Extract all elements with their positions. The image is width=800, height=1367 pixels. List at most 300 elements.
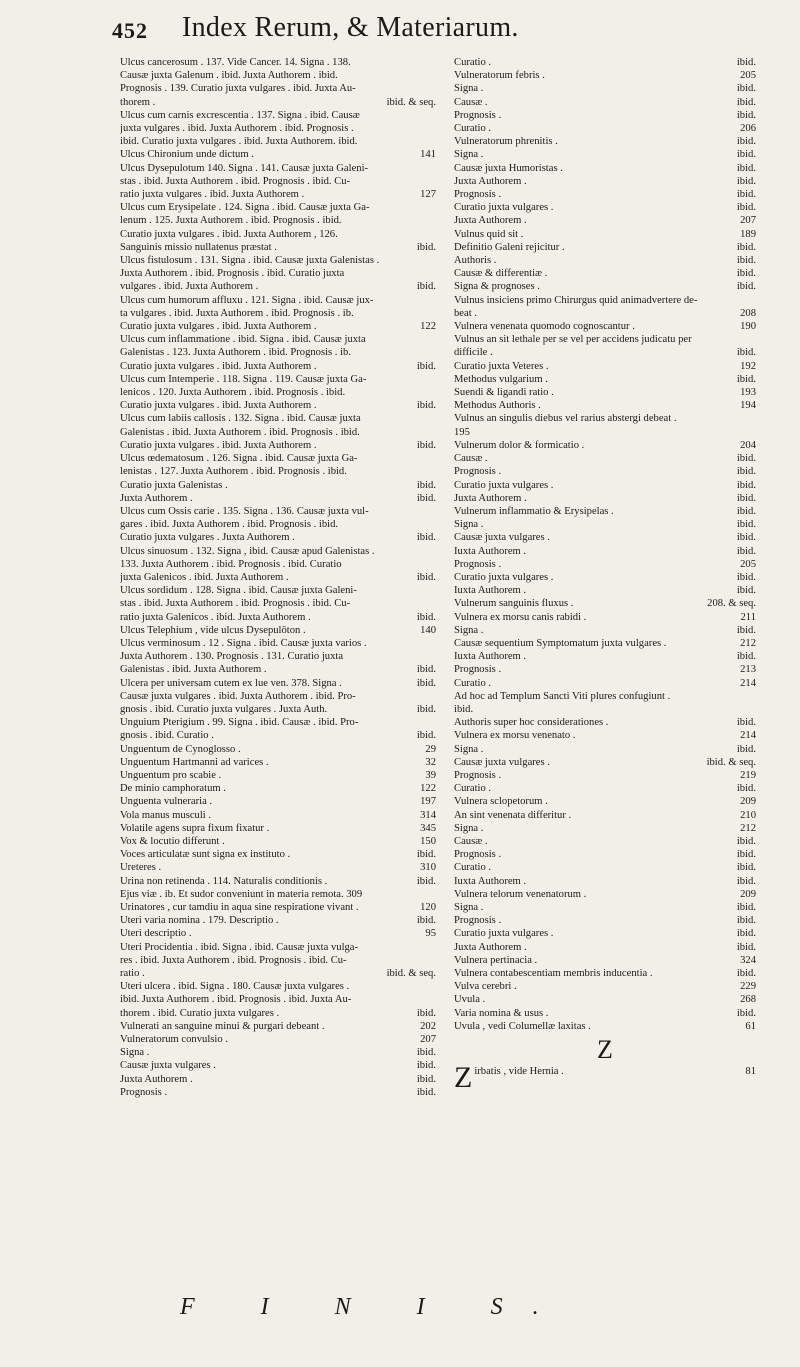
index-entry <box>120 1073 436 1086</box>
index-entry <box>454 901 756 914</box>
entry-page: 81 <box>745 1066 756 1078</box>
index-entry <box>454 584 756 597</box>
index-entry <box>120 439 436 452</box>
index-entry <box>454 993 756 1006</box>
index-entry <box>454 545 756 558</box>
index-entry <box>454 465 756 478</box>
entry-text: Volatile agens supra fixum fixatur . <box>120 822 270 834</box>
index-entry <box>454 954 756 967</box>
entry-page: ibid. <box>736 862 756 874</box>
entry-text: Ulcus œdematosum . 126. Signa . ibid. Causæ juxta Ga- <box>120 453 358 465</box>
right-index-entries <box>454 56 756 1033</box>
entry-page: 210 <box>740 809 756 821</box>
entry-text: Vulnera pertinacia . <box>454 954 538 966</box>
entry-page: 189 <box>740 228 756 240</box>
entry-text: Vulnus an sit lethale per se vel per accidens judicatu per <box>454 334 692 346</box>
entry-text: Urina non retinenda . 114. Naturalis conditionis . <box>120 875 328 887</box>
index-entry <box>120 795 436 808</box>
index-entry <box>454 96 756 109</box>
entry-text: Curatio . <box>454 783 492 795</box>
entry-text: Curatio juxta Galenistas . <box>120 479 228 491</box>
index-entry <box>120 875 436 888</box>
index-entry <box>454 888 756 901</box>
entry-text: Causæ . <box>454 453 488 465</box>
entry-text: Methodus vulgarium . <box>454 373 548 385</box>
entry-text: Signa . <box>454 743 484 755</box>
entry-text: Juxta Authorem . <box>120 1073 193 1085</box>
entry-text: Ulcus cancerosum . 137. Vide Cancer. 14. Signa . 138. <box>120 57 351 68</box>
entry-page: ibid. <box>416 875 436 887</box>
entry-text: Vulnerati an sanguine minui & purgari debeant . <box>120 1020 325 1032</box>
index-entry <box>120 690 436 703</box>
entry-text: Prognosis . <box>454 769 502 781</box>
entry-text: De minio camphoratum . <box>120 783 226 795</box>
index-entry <box>120 175 436 188</box>
entry-page: ibid. <box>736 479 756 491</box>
index-entry <box>454 228 756 241</box>
entry-page: ibid. <box>416 532 436 544</box>
entry-text: Juxta Authorem . <box>454 215 527 227</box>
entry-text: Unguentum de Cynoglosso . <box>120 743 241 755</box>
entry-text: Prognosis . <box>454 664 502 676</box>
entry-text: Causæ & differentiæ . <box>454 268 548 280</box>
entry-page: ibid. <box>416 492 436 504</box>
entry-page: 211 <box>740 611 756 623</box>
entry-text: Iuxta Authorem . <box>454 585 527 597</box>
entry-text: Curatio . <box>454 57 492 68</box>
index-entry <box>454 360 756 373</box>
entry-page: 214 <box>740 677 756 689</box>
entry-text: Ulcus cum carnis excrescentia . 137. Signa . ibid. Causæ <box>120 109 360 121</box>
entry-text: Ulcus Telephium , vide ulcus Dysepulōton . <box>120 624 306 636</box>
entry-page: 229 <box>740 981 756 993</box>
entry-page: ibid. <box>736 571 756 583</box>
entry-page: ibid. <box>416 360 436 372</box>
entry-page: ibid. <box>736 109 756 121</box>
entry-text: 195 <box>454 426 470 438</box>
index-entry <box>120 597 436 610</box>
index-entry <box>454 809 756 822</box>
index-entry <box>454 597 756 610</box>
index-entry <box>454 69 756 82</box>
index-entry <box>454 914 756 927</box>
index-entry <box>454 980 756 993</box>
entry-text: Varia nomina & usus . <box>454 1007 549 1019</box>
entry-page: ibid. <box>736 162 756 174</box>
entry-text: Vulneratorum febris . <box>454 70 545 82</box>
index-entry <box>454 822 756 835</box>
index-entry <box>120 993 436 1006</box>
entry-text: ta vulgares . ibid. Juxta Authorem . ibid. Prognosis . ib. <box>120 307 354 319</box>
index-entry <box>454 505 756 518</box>
entry-text: Uteri varia nomina . 179. Descriptio . <box>120 915 279 927</box>
index-entry <box>120 307 436 320</box>
entry-text: Curatio juxta vulgares . ibid. Juxta Authorem . <box>120 400 317 412</box>
index-entry <box>120 162 436 175</box>
index-entry <box>454 835 756 848</box>
index-entry <box>120 637 436 650</box>
page-header <box>112 12 672 52</box>
entry-text: Causæ juxta vulgares . <box>120 1060 216 1072</box>
index-entry <box>120 756 436 769</box>
index-entry <box>120 465 436 478</box>
index-entry <box>454 333 756 346</box>
entry-text: Vulneratorum convulsio . <box>120 1034 228 1046</box>
index-entry <box>120 980 436 993</box>
index-entry <box>120 426 436 439</box>
page-number: 452 <box>112 18 148 43</box>
entry-text: Prognosis . 139. Curatio juxta vulgares . ibid. Juxta Au- <box>120 83 356 95</box>
index-entry <box>120 1007 436 1020</box>
entry-text: ratio juxta Galenicos . ibid. Juxta Authorem . <box>120 611 311 623</box>
index-entry <box>120 294 436 307</box>
entry-page: 120 <box>420 902 436 913</box>
entry-page: ibid. <box>416 571 436 583</box>
entry-page: 205 <box>740 558 756 570</box>
entry-text: Causæ juxta vulgares . ibid. Juxta Authorem . ibid. Pro- <box>120 690 356 702</box>
entry-page: 122 <box>420 783 436 795</box>
entry-page: ibid. <box>736 175 756 187</box>
entry-page: ibid. <box>736 189 756 201</box>
entry-text: Curatio juxta vulgares . <box>454 928 554 940</box>
entry-text: Suendi & ligandi ratio . <box>454 387 554 399</box>
index-entry <box>120 214 436 227</box>
index-entry <box>454 677 756 690</box>
entry-text: Ulcus verminosum . 12 . Signa . ibid. Causæ juxta varios . <box>120 637 367 649</box>
index-entry <box>120 373 436 386</box>
entry-text: Causæ . <box>454 835 488 847</box>
entry-page: ibid. <box>736 83 756 95</box>
index-entry <box>120 82 436 95</box>
index-entry <box>120 743 436 756</box>
entry-text: Uteri descriptio . <box>120 928 192 940</box>
entry-page: 219 <box>740 769 756 781</box>
entry-text: Methodus Authoris . <box>454 400 541 412</box>
entry-text: juxta Galenicos . ibid. Juxta Authorem . <box>120 571 289 583</box>
index-entry <box>454 307 756 320</box>
index-entry <box>120 782 436 795</box>
entry-page: ibid. <box>736 545 756 557</box>
index-entry <box>120 809 436 822</box>
entry-text: Vulnerum dolor & formicatio . <box>454 439 585 451</box>
entry-page: 127 <box>420 189 436 201</box>
index-entry <box>454 175 756 188</box>
entry-page: 207 <box>420 1034 436 1046</box>
entry-page: 192 <box>740 360 756 372</box>
entry-page: ibid. <box>416 677 436 689</box>
entry-text: Signa . <box>454 519 484 531</box>
entry-text: Prognosis . <box>454 189 502 201</box>
entry-text: lenistas . 127. Juxta Authorem . ibid. Prognosis . ibid. <box>120 466 347 478</box>
entry-text: Definitio Galeni rejicitur . <box>454 241 565 253</box>
entry-text: Juxta Authorem . <box>454 492 527 504</box>
index-entry <box>454 399 756 412</box>
entry-text: Curatio juxta vulgares . ibid. Juxta Authorem . <box>120 439 317 451</box>
index-entry <box>120 729 436 742</box>
entry-text: Vulnera venenata quomodo cognoscantur . <box>454 321 635 333</box>
entry-text: Voces articulatæ sunt signa ex instituto . <box>120 849 291 861</box>
index-entry <box>120 1046 436 1059</box>
entry-page: ibid. <box>736 453 756 465</box>
entry-page: ibid. <box>416 915 436 927</box>
entry-text: Iuxta Authorem . <box>454 875 527 887</box>
index-entry <box>454 82 756 95</box>
entry-text: Ulcus cum labiis callosis . 132. Signa . ibid. Causæ juxta <box>120 413 361 425</box>
index-entry <box>120 624 436 637</box>
entry-page: ibid. <box>736 835 756 847</box>
index-entry <box>120 188 436 201</box>
index-entry <box>120 611 436 624</box>
entry-page: ibid. <box>736 1007 756 1019</box>
entry-page: ibid. & seq. <box>386 968 436 980</box>
entry-text: Curatio juxta vulgares . ibid. Juxta Authorem . <box>120 321 317 333</box>
entry-page: 314 <box>420 809 436 821</box>
entry-text: Unguentum pro scabie . <box>120 769 222 781</box>
entry-text: Ulcera per universam cutem ex lue ven. 378. Signa . <box>120 677 342 689</box>
entry-page: 208 <box>740 307 756 319</box>
index-entry <box>120 703 436 716</box>
entry-page: ibid. <box>736 373 756 385</box>
entry-page: ibid. <box>416 281 436 293</box>
entry-text: difficile . <box>454 347 493 359</box>
entry-page: 310 <box>420 862 436 874</box>
index-entry <box>120 914 436 927</box>
entry-text: Curatio juxta Veteres . <box>454 360 549 372</box>
index-entry <box>120 1020 436 1033</box>
index-entry <box>454 558 756 571</box>
index-entry <box>120 677 436 690</box>
index-entry <box>120 201 436 214</box>
entry-text: Causæ . <box>454 96 488 108</box>
entry-text: Ulcus sinuosum . 132. Signa , ibid. Causæ apud Galenistas . <box>120 545 375 557</box>
index-entry <box>454 109 756 122</box>
entry-page: ibid. <box>416 1047 436 1059</box>
entry-text: Uteri Procidentia . ibid. Signa . ibid. Causæ juxta vulga- <box>120 941 359 953</box>
entry-text: Vulnera telorum venenatorum . <box>454 888 587 900</box>
index-entry <box>120 848 436 861</box>
entry-text: Prognosis . <box>120 1086 168 1098</box>
entry-text: Ulcus Chironium unde dictum . <box>120 149 254 161</box>
index-entry <box>120 320 436 333</box>
entry-page: ibid. <box>416 439 436 451</box>
entry-text: Ureteres . <box>120 862 162 874</box>
entry-text: thorem . <box>120 96 156 108</box>
index-entry <box>454 426 756 439</box>
finis-footer: F I N I S. <box>180 1294 569 1320</box>
entry-page: 194 <box>740 400 756 412</box>
index-entry <box>454 861 756 874</box>
entry-text: Signa . <box>454 83 484 95</box>
index-entry <box>120 558 436 571</box>
entry-text: Prognosis . <box>454 849 502 861</box>
index-entry <box>120 769 436 782</box>
left-index-column <box>120 56 436 1099</box>
index-entry <box>120 280 436 293</box>
index-entry <box>120 135 436 148</box>
entry-text: Juxta Authorem . <box>454 175 527 187</box>
index-entry <box>454 294 756 307</box>
entry-text: gnosis . ibid. Curatio juxta vulgares . Juxta Auth. <box>120 703 328 715</box>
entry-page: ibid. <box>736 651 756 663</box>
entry-page: ibid. <box>416 1007 436 1019</box>
index-entry <box>120 518 436 531</box>
index-entry <box>454 624 756 637</box>
entry-page: ibid. <box>736 57 756 68</box>
entry-text: res . ibid. Juxta Authorem . ibid. Prognosis . ibid. Cu- <box>120 954 347 966</box>
entry-page: 212 <box>740 822 756 834</box>
entry-text: Juxta Authorem . <box>120 492 193 504</box>
entry-page: ibid. <box>736 505 756 517</box>
index-entry <box>454 148 756 161</box>
entry-text: Signa . <box>454 624 484 636</box>
index-entry <box>454 122 756 135</box>
index-entry <box>454 848 756 861</box>
index-entry <box>120 267 436 280</box>
entry-text: Prognosis . <box>454 915 502 927</box>
index-entry <box>120 241 436 254</box>
entry-text: Ulcus cum Ossis carie . 135. Signa . 136. Causæ juxta vul- <box>120 505 369 517</box>
index-entry <box>120 109 436 122</box>
index-entry <box>120 122 436 135</box>
index-entry <box>454 703 756 716</box>
index-entry <box>120 399 436 412</box>
index-entry <box>454 346 756 359</box>
index-entry <box>454 386 756 399</box>
page-title: Index Rerum, & Materiarum. <box>182 12 519 43</box>
entry-text: Signa . <box>454 902 484 913</box>
entry-text: Curatio juxta vulgares . Juxta Authorem . <box>120 532 295 544</box>
entry-text: Vulneratorum phrenitis . <box>454 136 558 148</box>
entry-text: gnosis . ibid. Curatio . <box>120 730 214 742</box>
entry-page: 204 <box>740 439 756 451</box>
entry-page: ibid. <box>736 347 756 359</box>
entry-text: Vulnus quid sit . <box>454 228 524 240</box>
entry-page: ibid. <box>416 1073 436 1085</box>
index-entry <box>120 663 436 676</box>
index-entry <box>454 479 756 492</box>
entry-page: ibid. <box>736 519 756 531</box>
entry-text: Prognosis . <box>454 109 502 121</box>
entry-page: ibid. <box>736 149 756 161</box>
index-entry <box>454 941 756 954</box>
entry-text: Vulnus insiciens primo Chirurgus quid animadvertere de- <box>454 294 698 306</box>
entry-page: 140 <box>420 624 436 636</box>
entry-page: ibid. <box>736 849 756 861</box>
index-entry <box>120 96 436 109</box>
entry-text: Ulcus fistulosum . 131. Signa . ibid. Causæ juxta Galenistas . <box>120 255 380 267</box>
index-entry <box>454 1007 756 1020</box>
entry-page: ibid. <box>736 941 756 953</box>
index-entry <box>120 927 436 940</box>
entry-page: 202 <box>420 1020 436 1032</box>
index-entry <box>120 954 436 967</box>
entry-page: ibid. <box>416 241 436 253</box>
entry-page: 207 <box>740 215 756 227</box>
index-entry <box>120 545 436 558</box>
entry-text: Authoris super hoc considerationes . <box>454 717 609 729</box>
index-entry <box>454 492 756 505</box>
index-entry <box>454 518 756 531</box>
entry-text: Authoris . <box>454 255 497 267</box>
entry-text: stas . ibid. Juxta Authorem . ibid. Prognosis . ibid. Cu- <box>120 598 351 610</box>
section-letter-z: Z <box>597 1035 613 1065</box>
entry-text: Unguium Pterigium . 99. Signa . ibid. Causæ . ibid. Pro- <box>120 717 359 729</box>
entry-text: ibid. Curatio juxta vulgares . ibid. Juxta Authorem. ibid. <box>120 136 358 148</box>
entry-text: Causæ sequentium Symptomatum juxta vulgares . <box>454 637 667 649</box>
entry-text: Signa . <box>454 149 484 161</box>
index-entry <box>454 201 756 214</box>
entry-text: Curatio . <box>454 677 492 689</box>
index-entry <box>454 135 756 148</box>
entry-page: 141 <box>420 149 436 161</box>
entry-text: An sint venenata differitur . <box>454 809 572 821</box>
index-entry <box>120 822 436 835</box>
index-entry <box>120 386 436 399</box>
entry-text: Curatio juxta vulgares . ibid. Juxta Authorem , 126. <box>120 228 338 240</box>
index-entry <box>454 756 756 769</box>
index-entry <box>454 967 756 980</box>
entry-text: Galenistas . ibid. Juxta Authorem . <box>120 664 267 676</box>
entry-page: ibid. <box>416 703 436 715</box>
entry-text: Sanguinis missio nullatenus præstat . <box>120 241 277 253</box>
entry-page: ibid. <box>416 1086 436 1098</box>
index-entry <box>120 967 436 980</box>
entry-text: Signa . <box>120 1047 150 1059</box>
index-entry <box>454 254 756 267</box>
entry-page: ibid. <box>736 915 756 927</box>
index-entry <box>120 901 436 914</box>
entry-text: ratio . <box>120 968 145 980</box>
entry-page: ibid. <box>736 928 756 940</box>
entry-text: Ulcus cum humorum affluxu . 121. Signa . ibid. Causæ jux- <box>120 294 374 306</box>
entry-text: Unguenta vulneraria . <box>120 796 213 808</box>
entry-text: 133. Juxta Authorem . ibid. Prognosis . ibid. Curatio <box>120 558 342 570</box>
index-entry <box>454 1020 756 1033</box>
index-entry <box>454 716 756 729</box>
entry-text: Curatio . <box>454 862 492 874</box>
entry-text: Vulnerum sanguinis fluxus . <box>454 598 574 610</box>
entry-text: Curatio juxta vulgares . <box>454 571 554 583</box>
entry-page: ibid. <box>736 492 756 504</box>
entry-text: Vulva cerebri . <box>454 981 517 993</box>
entry-text: Uvula . <box>454 994 486 1006</box>
entry-text: vulgares . ibid. Juxta Authorem . <box>120 281 259 293</box>
entry-page: ibid. <box>736 466 756 478</box>
entry-page: 61 <box>745 1020 756 1032</box>
entry-page: 205 <box>740 70 756 82</box>
index-entry <box>120 861 436 874</box>
index-entry <box>454 571 756 584</box>
index-entry <box>454 743 756 756</box>
entry-text: Causæ juxta vulgares . <box>454 756 550 768</box>
entry-text: Signa & prognoses . <box>454 281 540 293</box>
entry-page: 32 <box>425 756 436 768</box>
index-entry <box>120 333 436 346</box>
entry-page: ibid. <box>736 202 756 214</box>
entry-page: 193 <box>740 387 756 399</box>
index-entry <box>120 452 436 465</box>
entry-page: ibid. <box>736 968 756 980</box>
entry-page: 150 <box>420 835 436 847</box>
entry-page: ibid. <box>736 783 756 795</box>
index-entry <box>454 927 756 940</box>
entry-text: Ulcus sordidum . 128. Signa . ibid. Causæ juxta Galeni- <box>120 585 357 597</box>
entry-page: ibid. <box>416 1060 436 1072</box>
index-entry <box>454 875 756 888</box>
entry-page: 209 <box>740 796 756 808</box>
entry-text: Uteri ulcera . ibid. Signa . 180. Causæ juxta vulgares . <box>120 981 350 993</box>
entry-text: irbatis , vide Hernia . <box>474 1066 564 1078</box>
